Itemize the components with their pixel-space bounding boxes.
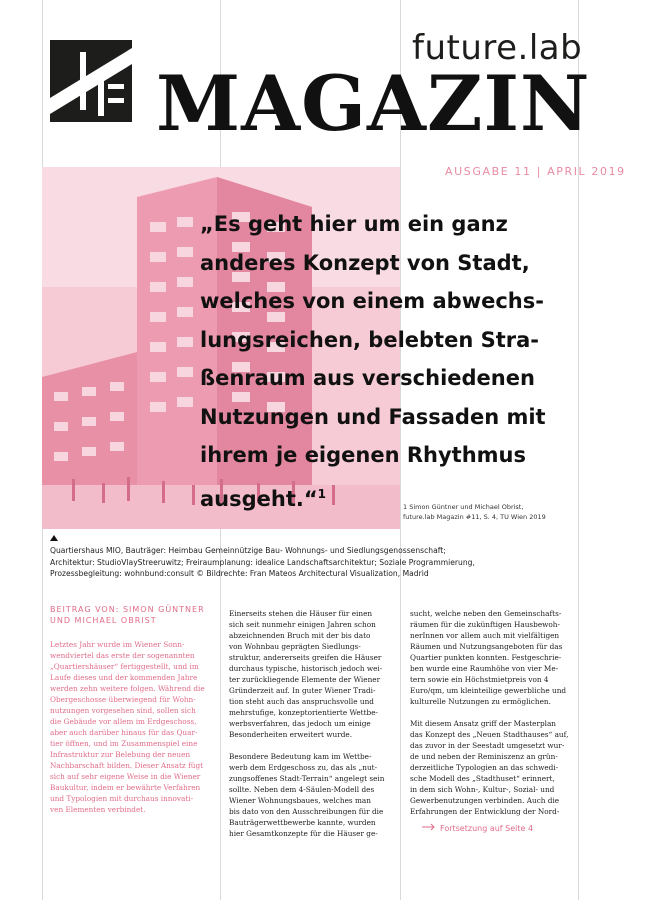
magazine-title: MAGAZIN — [156, 59, 591, 148]
caption-triangle-icon — [50, 535, 58, 541]
caption-line: Quartiershaus MIO, Bauträger: Heimbau Gemeinnützige Bau- Wohnungs- und Siedlungsgenossenschaft; — [50, 546, 446, 555]
paragraph — [229, 608, 394, 740]
text-line: hier Gesamtkonzepte für die Häuser ge- — [229, 829, 378, 838]
text-line: Räumen und Nutzungsangeboten für das — [410, 642, 563, 651]
text-line: de und neben der Reminiszenz an grün- — [410, 752, 558, 761]
footnote — [403, 502, 563, 522]
arrow-right-icon — [422, 823, 436, 831]
text-line: derzeitliche Typologien an das schwedi- — [410, 763, 559, 772]
footnote-line: 1 Simon Güntner und Michael Obrist, — [403, 503, 524, 511]
text-line: sollte. Neben dem 4-Säulen-Modell des — [229, 785, 375, 794]
text-line: und Typologien mit durchaus innovati- — [50, 794, 194, 803]
article-byline — [50, 604, 220, 626]
text-line: Quartier punkten konnten. Festgeschrie- — [410, 653, 562, 662]
text-line: Erfahrungen der Entwicklung der Nord- — [410, 807, 560, 816]
text-line: in dem sich Wohn-, Kultur-, Sozial- und — [410, 785, 555, 794]
text-line: tern sowie ein Höchstmietpreis von 4 — [410, 675, 549, 684]
quote-line: „Es geht hier um ein ganz — [200, 212, 508, 236]
text-line: Letztes Jahr wurde im Wiener Sonn- — [50, 640, 185, 649]
text-line: bis dato von den Ausschreibungen für die — [229, 807, 384, 816]
quote-line: ausgeht.“ — [200, 486, 318, 511]
pull-quote — [200, 205, 560, 518]
article-intro-column — [50, 639, 215, 815]
text-line: tion steht auch das anspruchsvolle und — [229, 697, 374, 706]
text-line: sich seit nunmehr einigen Jahren schon — [229, 620, 376, 629]
text-line: kulturelle Nutzungen zu ermöglichen. — [410, 697, 551, 706]
text-line: von Wohnbau geprägten Siedlungs- — [229, 642, 361, 651]
text-line: Obergeschosse überwiegend für Wohn- — [50, 695, 196, 704]
text-line: sucht, welche neben den Gemeinschafts- — [410, 609, 562, 618]
paragraph — [410, 718, 575, 817]
photo-caption — [50, 545, 610, 580]
text-line: ven Elementen verbindet. — [50, 805, 146, 814]
text-line: Laufe dieses und der kommenden Jahre — [50, 673, 198, 682]
text-line: sche Modell des „Stadthuset“ erinnert, — [410, 774, 555, 783]
text-line: werb dem Erdgeschoss zu, das als „nut- — [229, 763, 378, 772]
text-line: Gewerbenutzungen verbinden. Auch die — [410, 796, 560, 805]
continued-link[interactable] — [422, 823, 533, 833]
issue-line: AUSGABE 11 | APRIL 2019 — [445, 165, 626, 178]
futurelab-logo-icon — [50, 40, 132, 122]
text-line: Euro/qm, um kleinteilige gewerbliche und — [410, 686, 567, 695]
article-column-3 — [410, 608, 575, 828]
text-line: werden zehn weitere folgen. Während die — [50, 684, 205, 693]
text-line: Nachbarschaft bilden. Dieser Ansatz fügt — [50, 761, 204, 770]
text-line: mehrstufige, konzeptorientierte Wettbe- — [229, 708, 378, 717]
text-line: „Quartiershäuser“ fertiggestellt, und im — [50, 662, 199, 671]
text-line: räumen für die zukünftigen Hausbewoh- — [410, 620, 560, 629]
text-line: die Gebäude vor allem im Erdgeschoss, — [50, 717, 197, 726]
paragraph — [410, 608, 575, 707]
text-line: Mit diesem Ansatz griff der Masterplan — [410, 719, 556, 728]
text-line: sich auf sehr eigene Weise in die Wiener — [50, 772, 201, 781]
text-line: das Konzept des „Neuen Stadthauses“ auf, — [410, 730, 569, 739]
byline-line: UND MICHAEL OBRIST — [50, 616, 157, 625]
text-line: Gründerzeit auf. In guter Wiener Tradi- — [229, 686, 376, 695]
byline-line: BEITRAG VON: SIMON GÜNTNER — [50, 605, 205, 614]
text-line: struktur, andererseits greifen die Häuser — [229, 653, 382, 662]
caption-line: Prozessbegleitung: wohnbund:consult © Bildrechte: Fran Mateos Architectural Visualization, Madrid — [50, 569, 429, 578]
quote-line: lungsreichen, belebten Stra- — [200, 327, 540, 352]
footnote-marker: 1 — [317, 486, 327, 501]
text-line: Besondere Bedeutung kam im Wettbe- — [229, 752, 372, 761]
text-line: Wiener Wohnungsbaues, welches man — [229, 796, 371, 805]
quote-line: welches von einem abwechs- — [200, 289, 544, 313]
text-line: Bauträgerwettbewerbe kannte, wurden — [229, 818, 376, 827]
text-line: aber auch darüber hinaus für das Quar- — [50, 728, 198, 737]
caption-line: Architektur: StudioVlayStreeruwitz; Freiraumplanung: idealice Landschaftsarchitektur; Soziale Programmierung, — [50, 557, 475, 567]
quote-line: ßenraum aus verschiedenen — [200, 366, 535, 390]
text-line: ter zurückliegende Elemente der Wiener — [229, 675, 381, 684]
article-column-2 — [229, 608, 394, 850]
text-line: werbsverfahren, das jedoch um einige — [229, 719, 371, 728]
text-line: das zuvor in der Seestadt umgesetzt wur- — [410, 741, 565, 750]
quote-line: ihrem je eigenen Rhythmus — [200, 443, 526, 467]
text-line: Einerseits stehen die Häuser für einen — [229, 609, 373, 618]
text-line: zungsoffenes Stadt-Terrain“ angelegt sein — [229, 774, 385, 783]
text-line: Baukultur, indem er bewährte Verfahren — [50, 783, 201, 792]
text-line: durchaus typische, historisch jedoch wei- — [229, 664, 383, 673]
paragraph — [229, 751, 394, 839]
footnote-line: future.lab Magazin #11, S. 4, TU Wien 2019 — [403, 513, 546, 521]
text-line: nerInnen vor allem auch mit vielfältigen — [410, 631, 560, 640]
text-line: ben wurde eine Raumhöhe von vier Me- — [410, 664, 559, 673]
text-line: nutzungen vorgesehen sind, sollen sich — [50, 706, 196, 715]
text-line: Infrastruktur zur Belebung der neuen — [50, 750, 191, 759]
text-line: abzeichnenden Bruch mit der bis dato — [229, 631, 371, 640]
brand-name: future.lab — [412, 28, 583, 68]
text-line: wendviertel das erste der sogenannten — [50, 651, 195, 660]
quote-line: anderes Konzept von Stadt, — [200, 250, 530, 275]
quote-line: Nutzungen und Fassaden mit — [200, 404, 546, 429]
text-line: Besonderheiten erweitert wurde. — [229, 730, 353, 739]
continued-label: Fortsetzung auf Seite 4 — [440, 824, 534, 833]
text-line: tier öffnen, und im Zusammenspiel eine — [50, 739, 198, 748]
